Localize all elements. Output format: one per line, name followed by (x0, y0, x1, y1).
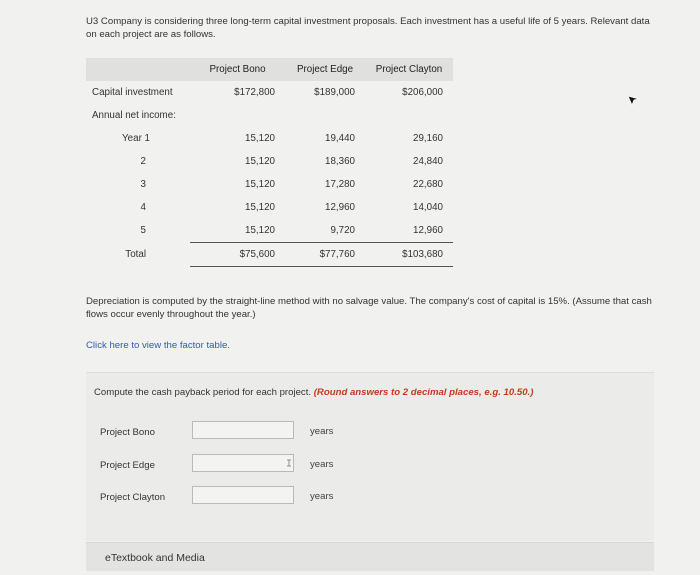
year-label: 2 (140, 156, 146, 167)
capital-row (86, 81, 453, 104)
payback-input-edge[interactable] (192, 454, 294, 472)
payback-input-clayton[interactable] (192, 486, 294, 504)
annual-income-label: Annual net income: (92, 110, 176, 121)
value-cell: 15,120 (245, 156, 275, 167)
question-prompt (94, 387, 533, 398)
total-bono: $75,600 (190, 243, 285, 267)
unit-years: years (310, 491, 334, 502)
value-cell: 15,120 (190, 219, 285, 243)
problem-intro: U3 Company is considering three long-term capital investment proposals. Each investment has a useful life of 5 years. Relevant data on each project are as follows. (86, 16, 650, 40)
capital-label: Capital investment (92, 87, 173, 98)
value-cell: 24,840 (413, 156, 443, 167)
arrow-cursor-icon (627, 92, 641, 106)
unit-years: years (310, 426, 334, 437)
value-cell: 12,960 (365, 219, 453, 243)
total-clayton: $103,680 (365, 243, 453, 267)
capital-bono: $172,800 (234, 87, 275, 98)
value-cell: 29,160 (413, 133, 443, 144)
table-row (86, 127, 453, 150)
table-row (86, 150, 453, 173)
value-cell: 19,440 (325, 133, 355, 144)
value-cell: 17,280 (325, 179, 355, 190)
value-cell: 15,120 (245, 202, 275, 213)
value-cell: 14,040 (413, 202, 443, 213)
value-cell: 15,120 (245, 179, 275, 190)
etextbook-media-bar[interactable] (86, 542, 654, 571)
label-project-bono: Project Bono (100, 427, 155, 438)
capital-clayton: $206,000 (402, 87, 443, 98)
question-panel (86, 372, 654, 541)
prompt-text: Compute the cash payback period for each project. (94, 387, 312, 398)
value-cell: 18,360 (325, 156, 355, 167)
year-label: 4 (140, 202, 146, 213)
rounding-instruction: (Round answers to 2 decimal places, e.g. 10.50.) (313, 387, 534, 398)
value-cell: 22,680 (413, 179, 443, 190)
text-cursor-icon (286, 459, 292, 467)
year-label: Year 1 (122, 133, 150, 144)
header-project-clayton: Project Clayton (365, 58, 453, 81)
payback-input-bono[interactable] (192, 421, 294, 439)
factor-table-link[interactable]: Click here to view the factor table. (86, 340, 230, 351)
value-cell: 9,720 (285, 219, 365, 243)
label-project-clayton: Project Clayton (100, 492, 166, 503)
etextbook-label: eTextbook and Media (105, 552, 205, 564)
total-edge: $77,760 (285, 243, 365, 267)
table-header-row (86, 58, 453, 81)
table-row (86, 196, 453, 219)
header-project-edge: Project Edge (285, 58, 365, 81)
header-project-bono: Project Bono (190, 58, 285, 81)
year-label: 5 (140, 225, 146, 237)
value-cell: 12,960 (325, 202, 355, 213)
table-row (86, 173, 453, 196)
year-label: 3 (140, 179, 146, 190)
depreciation-note: Depreciation is computed by the straight-line method with no salvage value. The company's cost of capital is 15%. (Assume that cash flows occur evenly throughout the year.) (86, 296, 652, 320)
capital-edge: $189,000 (314, 87, 355, 98)
value-cell: 15,120 (245, 133, 275, 144)
total-label: Total (125, 249, 146, 260)
unit-years: years (310, 459, 334, 470)
table-row (86, 219, 453, 243)
investment-data-table (86, 58, 453, 267)
annual-income-row (86, 104, 453, 127)
total-row (86, 243, 453, 267)
label-project-edge: Project Edge (100, 460, 155, 471)
